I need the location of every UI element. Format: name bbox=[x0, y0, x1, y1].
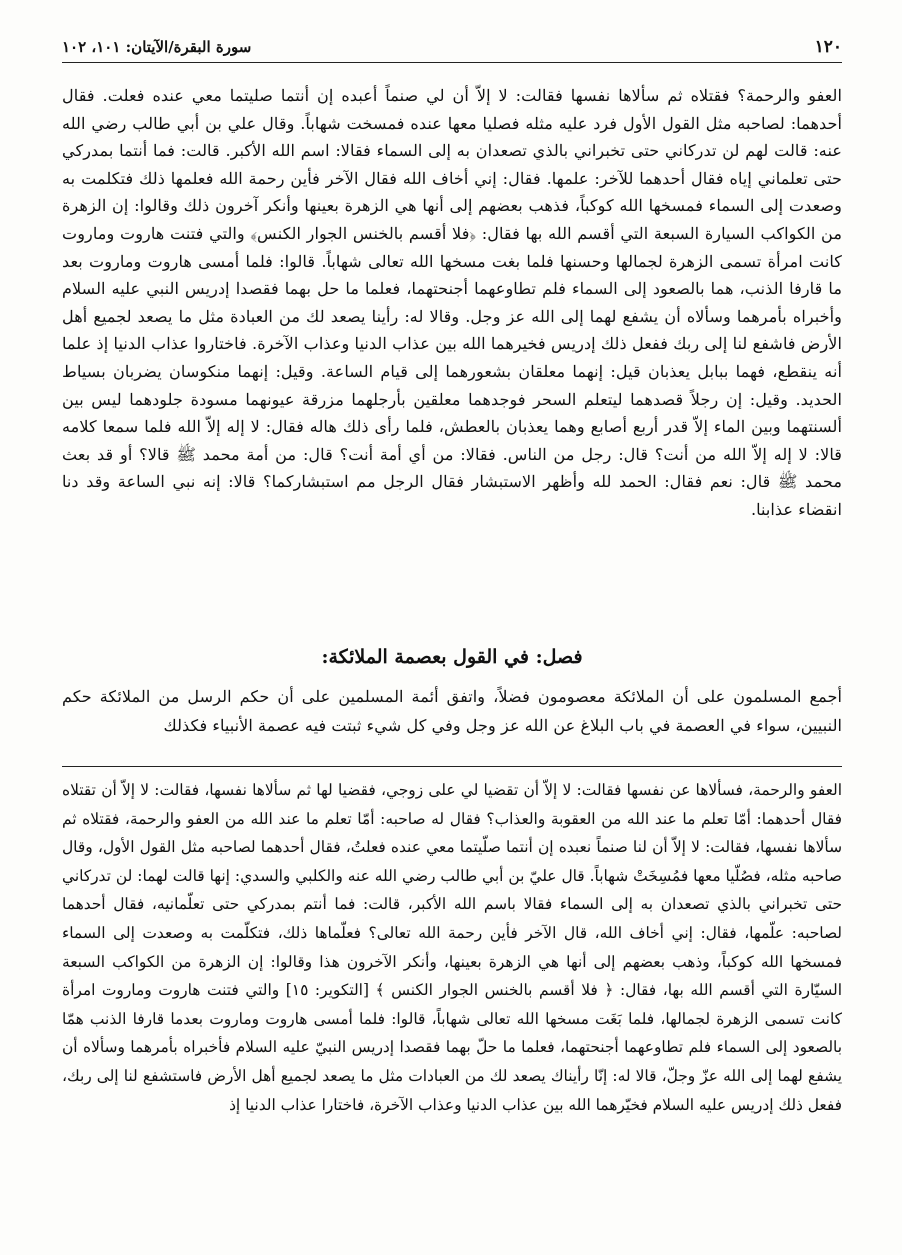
footnote-divider bbox=[62, 766, 842, 767]
section-heading: فصل: في القول بعصمة الملائكة: bbox=[321, 646, 583, 668]
header-divider bbox=[62, 62, 842, 63]
footnote-block bbox=[62, 776, 842, 1119]
main-text bbox=[62, 82, 842, 524]
running-title: سورة البقرة/الآيتان: ١٠١، ١٠٢ bbox=[62, 38, 252, 56]
page-number: ١٢٠ bbox=[814, 37, 842, 57]
section-paragraph: أجمع المسلمون على أن الملائكة معصومون فضلاً، واتفق أئمة المسلمين على أن حكم الرسل من الملائكة حكم النبيين، سواء في العصمة في باب البلاغ عن الله عز وجل وفي كل شيء ثبتت فيه عصمة الأنبياء فكذلك bbox=[62, 687, 842, 735]
section-body bbox=[62, 682, 842, 740]
main-paragraph: العفو والرحمة؟ فقتلاه ثم سألاها نفسها فقالت: لا إلاّ أن لي صنماً أعبده إن أنتما صليتما معي عنده فعلت. فقال أحدهما: لصاحبه مثل القول الأول فرد عليه مثله فصليا معها عنده فمسخت شهاباً. وقال علي بن أبي طالب رضي الله عنه: قالت لهم لن تدركاني حتى تخبراني بالذي تصعدان به إلى السماء فقالا: اسم الله الأكبر. قالت: فما أنتما بمدركي حتى تعلماني إياه فقال أحدهما للآخر: علمها. فقال: إني أخاف الله فقال الآخر فأين رحمة الله فعلمها ذلك فتكلمت به وصعدت إلى السماء فمسخها الله كوكباً، فذهب بعضهم إلى أنها هي الزهرة بعينها وأنكر آخرون ذلك وقالوا: إن الزهرة من الكواكب السيارة السبعة التي أقسم الله بها فقال: ﴿فلا أقسم بالخنس الجوار الكنس﴾ والتي فتنت هاروت وماروت كانت امرأة تسمى الزهرة لجمالها وحسنها فلما بغت مسخها الله تعالى شهاباً. قالوا: فلما أمسى هاروت وماروت بعد ما قارفا الذنب، هما بالصعود إلى السماء فلم تطاوعهما أجنحتهما، فعلما ما حل بهما فقصدا إدريس النبي عليه السلام وأخبراه بأمرهما وسألاه أن يشفع لهما إلى الله عز وجل. وقالا له: رأينا يصعد لك من العبادة مثل ما يصعد لجميع أهل الأرض فاشفع لنا إلى ربك ففعل ذلك إدريس فخيرهما الله بين عذاب الدنيا وعذاب الآخرة. فاختاروا عذاب الدنيا إذ علما أنه ينقطع، فهما ببابل يعذبان قيل: إنهما معلقان بشعورهما إلى قيام الساعة. وقيل: إنهما منكوسان يضربان بسياط الحديد. وقيل: إن رجلاً قصدهما ليتعلم السحر فوجدهما معلقين بأرجلهما مزرقة عيونهما مسودة جلودهما ليس بين ألسنتهما وبين الماء إلاّ قدر أربع أصابع وهما يعذبان بالعطش، فلما رأى ذلك هاله فقال: لا إله إلاّ الله فلما سمعا كلامه قالا: لا إله إلاّ الله من أنت؟ قال: رجل من الناس. فقالا: من أي أمة أنت؟ قال: من أمة محمد ﷺ قالا؟ أو قد بعث محمد ﷺ قال: نعم فقال: الحمد لله وأظهر الاستبشار فقال الرجل مم استبشاركما؟ قالا: إنه نبي الساعة وقد دنا انقضاء عذابنا. bbox=[62, 86, 842, 519]
page-header bbox=[62, 32, 842, 62]
footnote-paragraph: العفو والرحمة، فسألاها عن نفسها فقالت: لا إلاّ أن تقضيا لي على زوجي، فقضيا لها ثم سألاها نفسها، فقالت: لا إلاّ أن تقتلاه فقال أحدهما: أمّا تعلم ما عند الله من العقوبة والعذاب؟ فقال له صاحبه: أمّا تعلم ما عند الله من العفو والرحمة، فقتلاه ثم سألاها نفسها، فقالت: لا إلاّ أن لنا صنماً نعبده إن أنتما صلّيتما معي عنده فعلتُ، فقال أحدهما لصاحبه مثل القول الأول، وقال صاحبه مثله، فصُلّيا معها فمُسِخَتْ شهاباً. قال عليّ بن أبي طالب رضي الله عنه والكلبي والسدي: إنها قالت لهما: لن تدركاني حتى تخبراني بالذي تصعدان به إلى السماء فقالا باسم الله الأكبر، قالت: فما أنتم بمدركي حتى تعلّمانيه، فقال أحدهما لصاحبه: علّمها، فقال: إني أخاف الله، قال الآخر فأين رحمة الله تعالى؟ فعلّماها ذلك، فتكلّمت به وصعدت إلى السماء فمسخها الله كوكباً، وذهب بعضهم إلى أنها هي الزهرة بعينها، وأنكر الآخرون هذا وقالوا: إن الزهرة من الكواكب السبعة السيّارة التي أقسم الله بها، فقال: ﴿ فلا أقسم بالخنس الجوار الكنس ﴾ [التكوير: ١٥] والتي فتنت هاروت وماروت امرأة كانت تسمى الزهرة لجمالها، فلما بَغَت مسخها الله تعالى شهاباً، قالوا: فلما أمسى هاروت وماروت بعدما قارفا الذنب همّا بالصعود إلى السماء فلم تطاوعهما أجنحتهما، فعلما ما حلّ بهما فقصدا إدريس النبيّ عليه السلام فأخبراه بأمرهما وسألاه أن يشفع لهما إلى الله عزّ وجلّ، قالا له: إنّا رأيناك يصعد لك من العبادات مثل ما يصعد لجميع أهل الأرض فاستشفع لنا إلى ربك، ففعل ذلك إدريس عليه السلام فخيّرهما الله بين عذاب الدنيا وعذاب الآخرة، فاختارا عذاب الدنيا إذ bbox=[62, 781, 843, 1114]
